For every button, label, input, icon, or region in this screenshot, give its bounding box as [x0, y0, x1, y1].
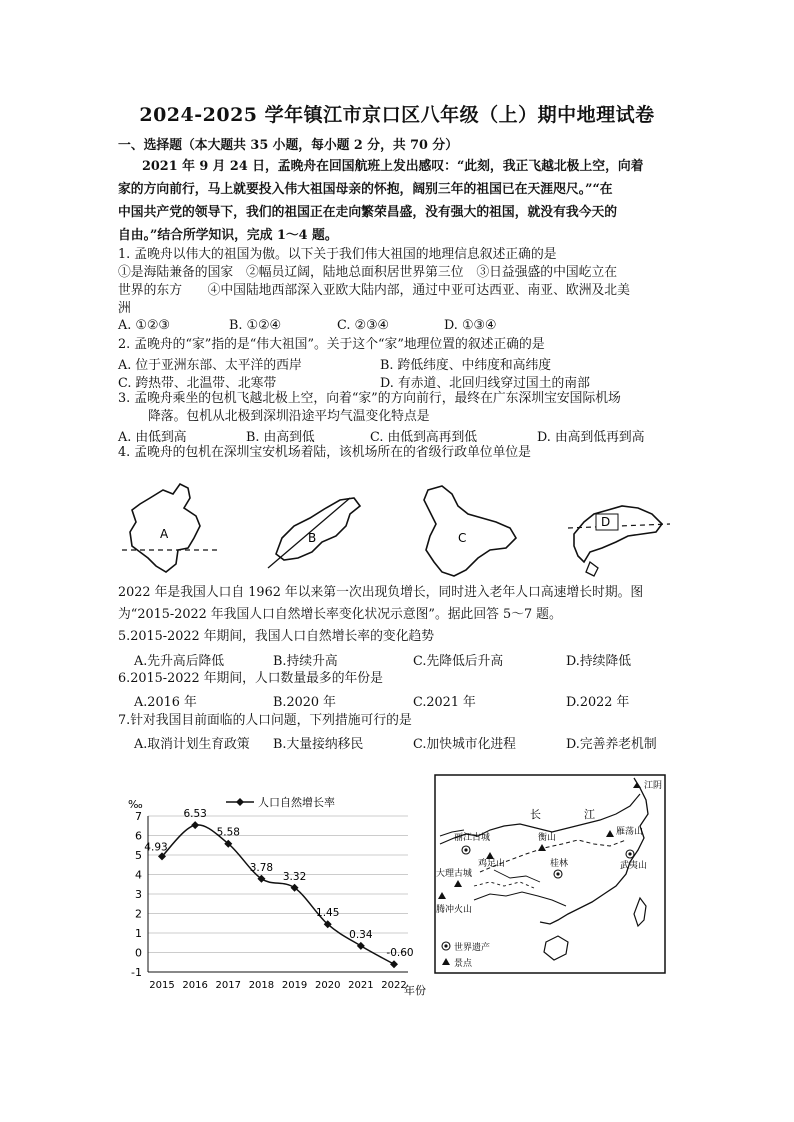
- question-1-line: 世界的东方 ④中国陆地西部深入亚欧大陆内部，通过中亚可达西亚、南亚、欧洲及北美: [118, 283, 630, 298]
- data-label: 3.78: [249, 861, 274, 874]
- x-axis-label: 年份: [404, 984, 426, 997]
- question-4-stem: 4. 孟晚舟的包机在深圳宝安机场着陆，该机场所在的省级行政单位单位是: [118, 445, 531, 460]
- option-c: C. 跨热带、北温带、北寒带: [118, 376, 277, 391]
- chart-grid: [148, 816, 408, 972]
- y-tick-label: 3: [135, 888, 142, 901]
- y-tick-label: 7: [135, 810, 142, 823]
- option-b: B.2020 年: [273, 695, 336, 710]
- option-c: C.2021 年: [413, 695, 476, 710]
- y-tick-label: 2: [135, 907, 142, 921]
- province-label-c: C: [458, 531, 467, 545]
- option-d: D. 有赤道、北回归线穿过国土的南部: [380, 376, 590, 391]
- intro-paragraph-line: 自由。”结合所学知识，完成 1～4 题。: [118, 228, 338, 243]
- data-label: 0.34: [349, 928, 373, 941]
- place-hengshan: 衡山: [538, 833, 557, 843]
- y-tick-label: -1: [131, 966, 142, 979]
- intro2-line: 为“2015-2022 年我国人口自然增长率变化状况示意图”。据此回答 5～7 题。: [118, 607, 562, 622]
- option-d: D. 由高到低再到高: [537, 430, 645, 445]
- x-tick-label: 2022: [381, 980, 407, 991]
- question-1-line: ①是海陆兼备的国家 ②幅员辽阔，陆地总面积居世界第三位 ③日益强盛的中国屹立在: [118, 265, 618, 280]
- chart-legend: [226, 795, 335, 809]
- question-1-stem: 1. 孟晚舟以伟大的祖国为傲。以下关于我们伟大祖国的地理信息叙述正确的是: [118, 247, 557, 262]
- option-b: B. 跨低纬度、中纬度和高纬度: [380, 358, 552, 373]
- option-a: A.取消计划生育政策: [134, 737, 250, 752]
- place-jiangyin: 江阴: [644, 781, 663, 791]
- population-growth-chart: [118, 790, 438, 1000]
- legend-label: 人口自然增长率: [258, 796, 335, 809]
- south-china-map: [434, 774, 666, 974]
- place-wuyishan: 武夷山: [620, 861, 648, 871]
- option-c: C. ②③④: [337, 318, 389, 333]
- y-tick-label: 4: [135, 868, 142, 882]
- x-tick-label: 2017: [215, 980, 242, 991]
- province-shape-d: [568, 506, 670, 576]
- option-d: D.持续降低: [566, 654, 632, 669]
- x-tick-label: 2021: [348, 980, 374, 991]
- province-outlines: [118, 478, 688, 588]
- exam-title: 2024-2025 学年镇江市京口区八年级（上）期中地理试卷: [139, 104, 655, 126]
- intro2-line: 2022 年是我国人口自 1962 年以来第一次出现负增长，同时进入老年人口高速增长时期。图: [118, 585, 644, 600]
- option-d: D.完善养老机制: [566, 737, 657, 752]
- option-d: D. ①③④: [444, 318, 497, 333]
- place-dali: 大理古城: [436, 869, 473, 879]
- option-b: B.大量接纳移民: [273, 737, 364, 752]
- y-tick-label: 5: [135, 849, 142, 862]
- x-tick-label: 2018: [248, 980, 275, 991]
- place-lijiang: 丽江古城: [454, 833, 491, 843]
- option-c: C.先降低后升高: [413, 654, 504, 669]
- place-guilin: 桂林: [550, 859, 569, 869]
- province-shape-c: [424, 486, 516, 576]
- intro-paragraph-line: 家的方向前行，马上就要投入伟大祖国母亲的怀抱，阔别三年的祖国已在天涯咫尺。”“在: [118, 182, 613, 197]
- intro-paragraph-line: 2021 年 9 月 24 日，孟晚舟在回国航班上发出感叹：“此刻，我正飞越北极上空，向着: [142, 159, 644, 174]
- data-label: 6.53: [183, 808, 207, 821]
- place-tengchong: 腾冲火山: [436, 905, 473, 915]
- question-6-stem: 6.2015-2022 年期间，人口数量最多的年份是: [118, 671, 383, 686]
- data-point: [191, 821, 199, 829]
- chart-ticks: [131, 810, 407, 991]
- option-b: B. ①②④: [229, 318, 281, 333]
- data-label: 3.32: [282, 870, 307, 883]
- data-label: -0.60: [386, 947, 414, 960]
- option-a: A.2016 年: [134, 695, 197, 710]
- river-label-chang: 长: [530, 808, 541, 821]
- option-c: C. 由低到高再到低: [370, 430, 478, 445]
- intro-paragraph-line: 中国共产党的领导下，我们的祖国正在走向繁荣昌盛，没有强大的祖国，就没有我今天的: [118, 205, 618, 220]
- place-jizushan: 鸡足山: [478, 859, 506, 869]
- y-axis-unit: ‰: [128, 798, 143, 811]
- x-tick-label: 2019: [281, 980, 308, 991]
- x-tick-label: 2015: [149, 980, 175, 991]
- data-label: 1.45: [316, 907, 340, 920]
- province-shape-b: [268, 498, 360, 568]
- chart-series: [158, 821, 398, 968]
- x-tick-label: 2020: [314, 980, 341, 991]
- question-3-stem: 3. 孟晚舟乘坐的包机飞越北极上空，向着“家”的方向前行，最终在广东深圳宝安国际机场: [118, 391, 621, 406]
- question-1-line: 洲: [118, 301, 131, 316]
- province-label-a: A: [160, 527, 169, 541]
- legend-scenic: 景点: [454, 959, 473, 969]
- section-heading: 一、选择题（本大题共 35 小题，每小题 2 分，共 70 分）: [118, 138, 458, 153]
- question-2-stem: 2. 孟晚舟的“家”指的是“伟大祖国”。关于这个“家”地理位置的叙述正确的是: [118, 337, 545, 352]
- place-yandangshan: 雁荡山: [616, 827, 644, 837]
- y-tick-label: 6: [135, 829, 142, 843]
- y-tick-label: 1: [135, 927, 142, 940]
- option-d: D.2022 年: [566, 695, 630, 710]
- river-label-jiang: 江: [584, 808, 595, 821]
- option-b: B.持续升高: [273, 654, 338, 669]
- data-point: [390, 960, 398, 968]
- y-tick-label: 0: [135, 946, 142, 960]
- series-line: [162, 825, 394, 964]
- data-point: [357, 942, 365, 950]
- province-label-d: D: [601, 515, 611, 529]
- option-a: A. ①②③: [118, 318, 170, 333]
- province-shape-a: [122, 484, 218, 572]
- province-label-b: B: [308, 531, 317, 545]
- question-3-stem-cont: 降落。包机从北极到深圳沿途平均气温变化特点是: [148, 409, 430, 424]
- x-tick-label: 2016: [182, 980, 208, 991]
- question-5-stem: 5.2015-2022 年期间，我国人口自然增长率的变化趋势: [118, 629, 435, 644]
- legend-heritage: 世界遗产: [454, 943, 491, 953]
- option-c: C.加快城市化进程: [413, 737, 516, 752]
- question-7-stem: 7.针对我国目前面临的人口问题，下列措施可行的是: [118, 713, 412, 728]
- option-a: A. 由低到高: [118, 430, 187, 445]
- legend-marker-icon: [236, 798, 244, 806]
- option-b: B. 由高到低: [246, 430, 315, 445]
- data-label: 4.93: [144, 841, 168, 854]
- option-a: A. 位于亚洲东部、太平洋的西岸: [118, 358, 302, 373]
- option-a: A.先升高后降低: [134, 654, 225, 669]
- data-label: 5.58: [216, 826, 240, 839]
